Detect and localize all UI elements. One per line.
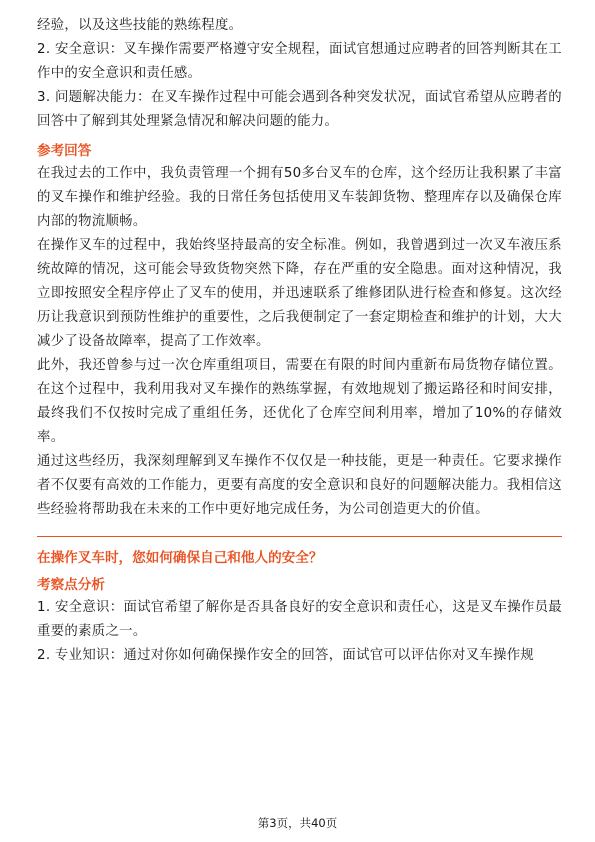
answer-paragraph: 通过这些经历，我深刻理解到叉车操作不仅仅是一种技能，更是一种责任。它要求操作者不仅要有高效的工作能力，更要有高度的安全意识和良好的问题解决能力。我相信这些经验将帮助我在未来的工作中更好地完成任务，为公司创造更大的价值。	[37, 454, 562, 517]
analysis-point-2: 2. 安全意识：叉车操作需要严格遵守安全规程，面试官想通过应聘者的回答判断其在工作中的安全意识和责任感。	[37, 42, 562, 81]
answer-paragraph: 在操作叉车的过程中，我始终坚持最高的安全标准。例如，我曾遇到过一次叉车液压系统故障的情况，这可能会导致货物突然下降，存在严重的安全隐患。面对这种情况，我立即按照安全程序停止了叉车的使用，并迅速联系了维修团队进行检查和修复。这次经历让我意识到预防性维护的重要性，之后我便制定了一套定期检查和维护的计划，大大减少了设备故障率，提高了工作效率。	[37, 238, 562, 349]
page-number-footer: 第3页，共40页	[257, 816, 338, 830]
analysis-heading: 考察点分析	[37, 577, 105, 593]
analysis-point-3: 3. 问题解决能力：在叉车操作过程中可能会遇到各种突发状况，面试官希望从应聘者的回答中了解到其处理紧急情况和解决问题的能力。	[37, 90, 562, 129]
continuation-text: 经验，以及这些技能的熟练程度。	[37, 18, 243, 33]
answer-paragraph: 此外，我还曾参与过一次仓库重组项目，需要在有限的时间内重新布局货物存储位置。在这个过程中，我利用我对叉车操作的熟练掌握，有效地规划了搬运路径和时间安排，最终我们不仅按时完成了重组任务，还优化了仓库空间利用率，增加了10%的存储效率。	[37, 358, 562, 445]
section-divider	[37, 536, 562, 537]
analysis-point: 1. 安全意识：面试官希望了解你是否具备良好的安全意识和责任心，这是叉车操作员最重要的素质之一。	[37, 600, 562, 639]
reference-answer-heading: 参考回答	[37, 143, 92, 159]
question-title: 在操作叉车时，您如何确保自己和他人的安全？	[37, 550, 323, 566]
answer-paragraph: 在我过去的工作中，我负责管理一个拥有50多台叉车的仓库，这个经历让我积累了丰富的叉车操作和维护经验。我的日常任务包括使用叉车装卸货物、整理库存以及确保仓库内部的物流顺畅。	[37, 166, 562, 229]
document-body	[37, 14, 562, 668]
analysis-point: 2. 专业知识：通过对你如何确保操作安全的回答，面试官可以评估你对叉车操作规	[37, 648, 535, 663]
